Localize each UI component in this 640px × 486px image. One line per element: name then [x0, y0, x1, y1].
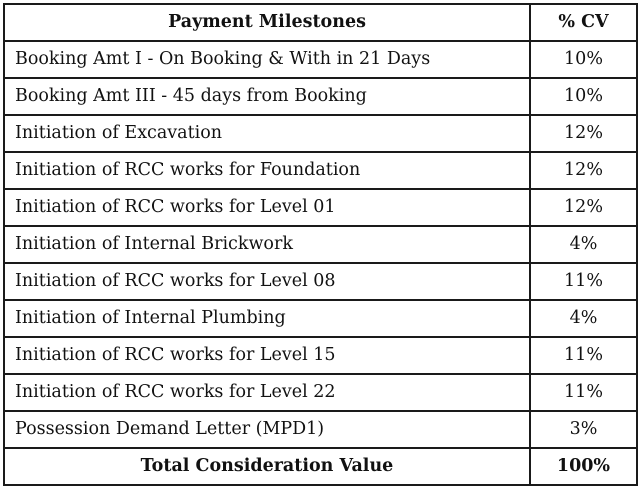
- table-row: [4, 411, 637, 448]
- table-row: [4, 78, 637, 115]
- milestone-cell: Possession Demand Letter (MPD1): [4, 411, 530, 448]
- milestone-cell: Initiation of RCC works for Level 22: [4, 374, 530, 411]
- table-row: [4, 115, 637, 152]
- milestone-cell: Booking Amt III - 45 days from Booking: [4, 78, 530, 115]
- milestone-cell: Initiation of Internal Brickwork: [4, 226, 530, 263]
- milestone-cell: Initiation of Internal Plumbing: [4, 300, 530, 337]
- milestone-cell: Booking Amt I - On Booking & With in 21 Days: [4, 41, 530, 78]
- table-row: [4, 263, 637, 300]
- milestone-cell: Initiation of Excavation: [4, 115, 530, 152]
- table-row: [4, 337, 637, 374]
- table-header-row: [4, 4, 637, 41]
- cv-cell: 12%: [530, 115, 637, 152]
- cv-cell: 11%: [530, 337, 637, 374]
- milestone-cell: Initiation of RCC works for Level 01: [4, 189, 530, 226]
- cv-cell: 12%: [530, 189, 637, 226]
- cv-cell: 4%: [530, 226, 637, 263]
- cv-cell: 12%: [530, 152, 637, 189]
- table-row: [4, 41, 637, 78]
- payment-schedule: [3, 3, 636, 477]
- cv-cell: 10%: [530, 41, 637, 78]
- cv-cell: 4%: [530, 300, 637, 337]
- header-payment-milestones: Payment Milestones: [4, 4, 530, 41]
- table-row: [4, 189, 637, 226]
- header-percent-cv: % CV: [530, 4, 637, 41]
- table-row: [4, 300, 637, 337]
- cv-cell: 3%: [530, 411, 637, 448]
- milestone-cell: Initiation of RCC works for Level 08: [4, 263, 530, 300]
- table-row: [4, 152, 637, 189]
- total-label: Total Consideration Value: [4, 448, 530, 485]
- table-row: [4, 226, 637, 263]
- cv-cell: 11%: [530, 374, 637, 411]
- cv-cell: 11%: [530, 263, 637, 300]
- total-value: 100%: [530, 448, 637, 485]
- milestone-cell: Initiation of RCC works for Level 15: [4, 337, 530, 374]
- total-row: [4, 448, 637, 485]
- table-row: [4, 374, 637, 411]
- milestone-cell: Initiation of RCC works for Foundation: [4, 152, 530, 189]
- cv-cell: 10%: [530, 78, 637, 115]
- payment-milestones-table: [3, 3, 638, 486]
